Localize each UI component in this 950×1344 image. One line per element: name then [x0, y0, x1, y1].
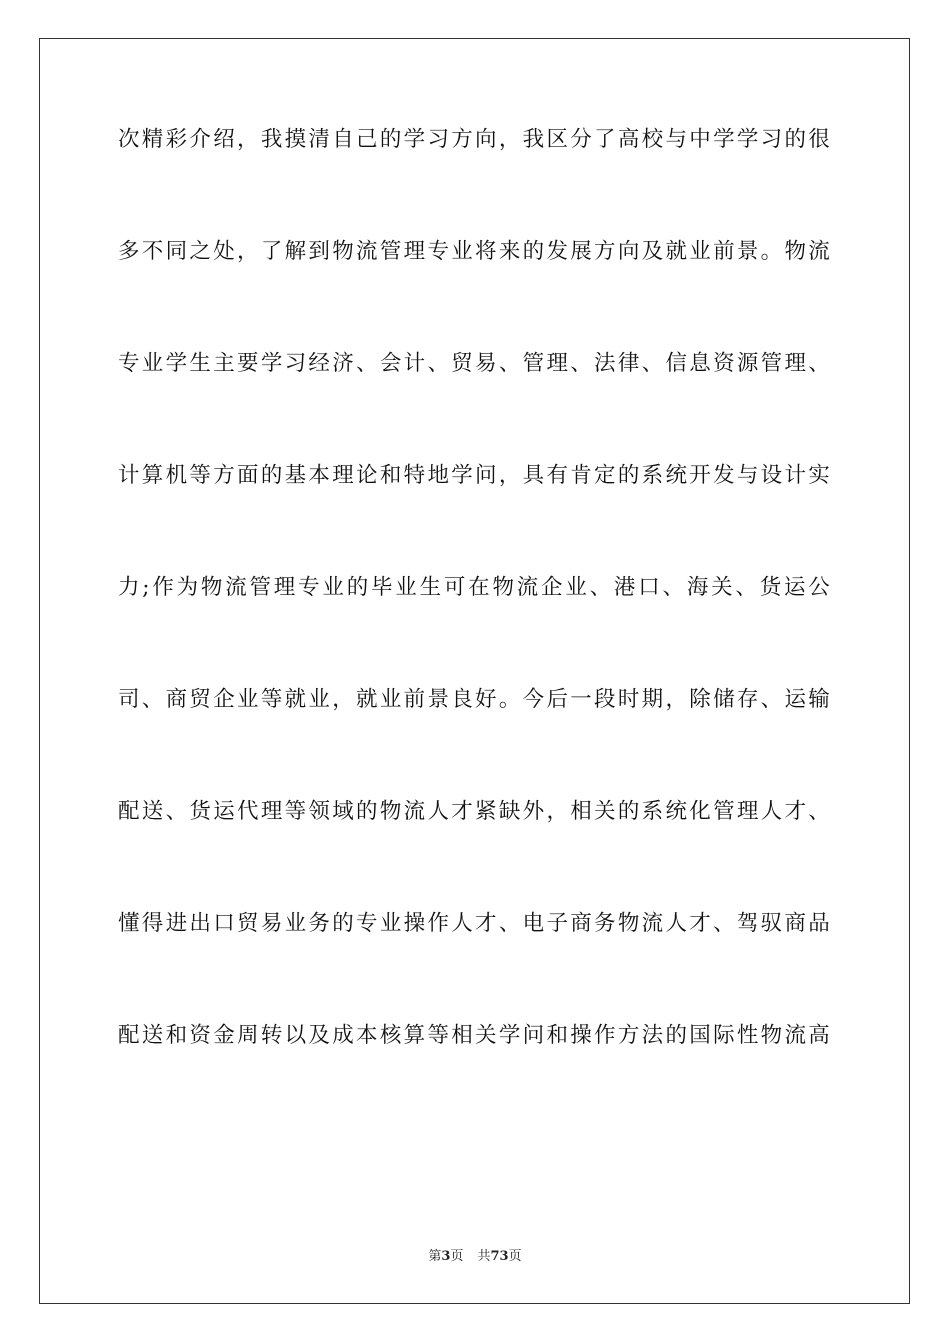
total-pages-suffix: 页 [508, 1249, 522, 1264]
text-line: 多不同之处，了解到物流管理专业将来的发展方向及就业前景。物流 [118, 239, 832, 264]
body-text [118, 124, 832, 1132]
total-pages-number: 73 [490, 1249, 509, 1264]
text-line: 专业学生主要学习经济、会计、贸易、管理、法律、信息资源管理、 [118, 351, 832, 376]
text-line: 次精彩介绍，我摸清自己的学习方向，我区分了高校与中学学习的很 [118, 127, 832, 152]
total-pages-prefix: 共 [477, 1249, 491, 1264]
text-line: 懂得进出口贸易业务的专业操作人才、电子商务物流人才、驾驭商品 [118, 911, 832, 936]
text-line: 计算机等方面的基本理论和特地学问，具有肯定的系统开发与设计实 [118, 463, 832, 488]
text-line: 配送和资金周转以及成本核算等相关学问和操作方法的国际性物流高 [118, 1023, 832, 1048]
page-number-prefix: 第 [428, 1249, 442, 1264]
page-footer [0, 1248, 950, 1266]
text-line: 力;作为物流管理专业的毕业生可在物流企业、港口、海关、货运公 [118, 575, 832, 600]
text-line: 司、商贸企业等就业，就业前景良好。今后一段时期，除储存、运输 [118, 687, 832, 712]
text-line: 配送、货运代理等领域的物流人才紧缺外，相关的系统化管理人才、 [118, 799, 832, 824]
current-page-number: 3 [441, 1249, 451, 1264]
page-number-suffix: 页 [450, 1249, 464, 1264]
